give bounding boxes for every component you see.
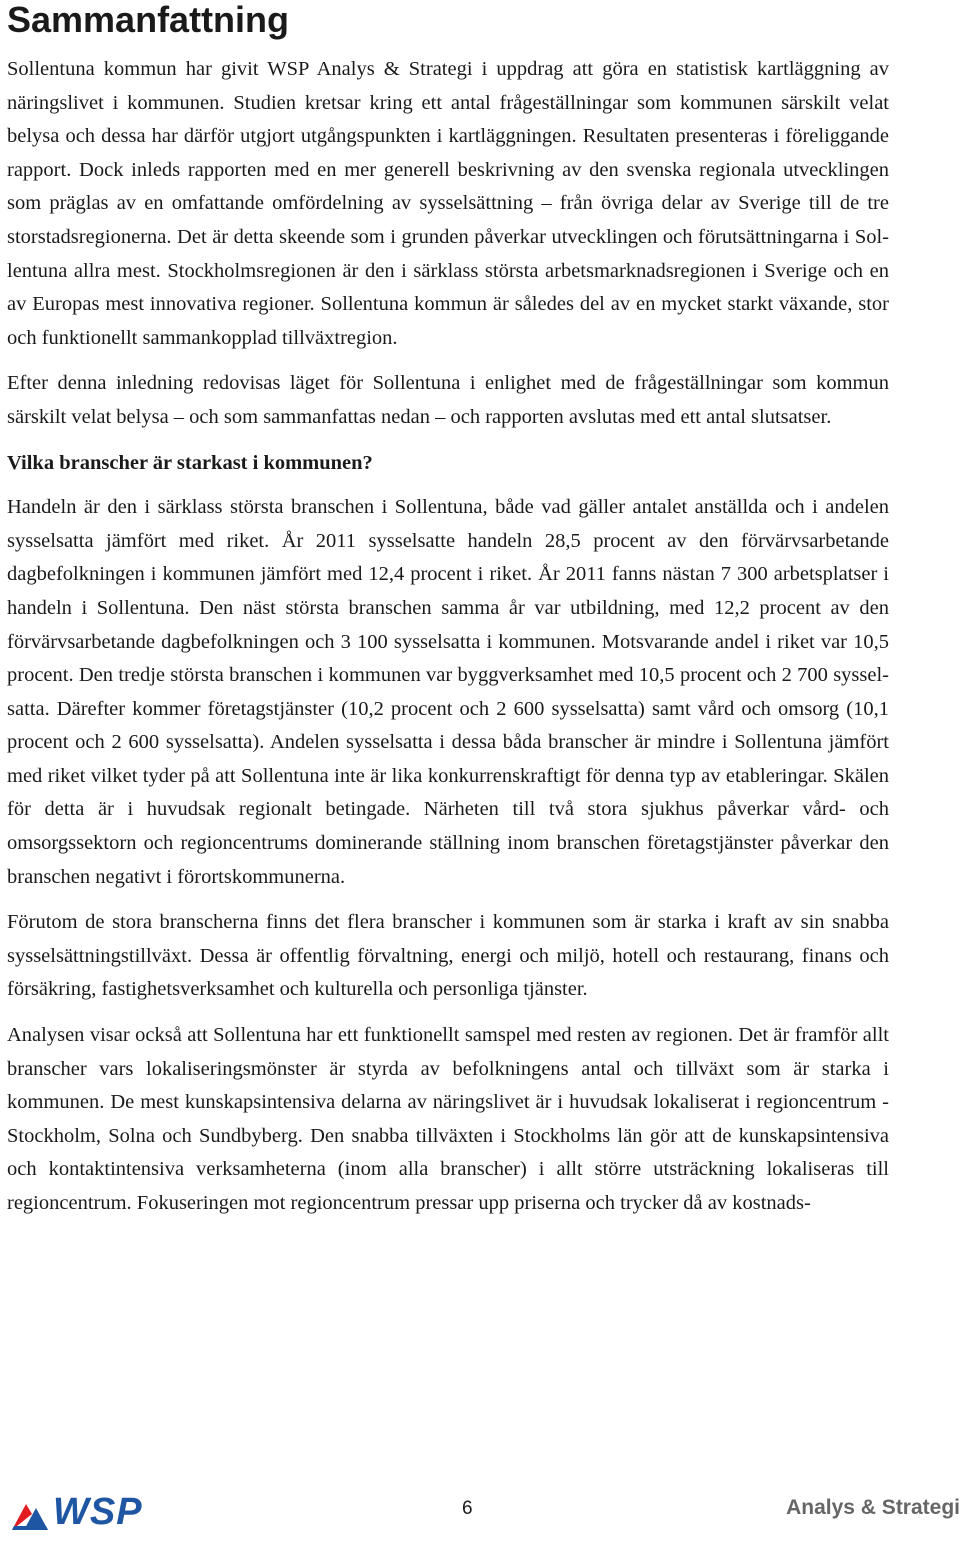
page-title: Sammanfattning [7, 0, 290, 40]
section-heading: Vilka branscher är starkast i kommunen? [7, 451, 373, 474]
section-paragraph: Förutom de stora branscherna finns det flera branscher i kommunen som är starka i kraft av sin snabba sysselsättningstillväxt. Dessa är offentlig förvaltning, energi och miljö, hotell och restaurang, finans och försäkring, fastighetsverksamhet och kulturella och personliga tjänster. [7, 911, 889, 1001]
wsp-logo-mark-icon [10, 1492, 50, 1532]
page-number: 6 [462, 1498, 473, 1519]
section-paragraph: Handeln är den i särklass största branschen i Sollentuna, både vad gäller antalet anställda och i andelen sysselsatta jämfört med riket. År 2011 sysselsatte handeln 28,5 procent av den förvärvsarbetande dagbefolkningen i kommunen jämfört med 12,4 procent i riket. År 2011 fanns nästan 7 300 arbetsplatser i handeln i Sollentuna. Den näst största branschen samma år var utbildning, med 12,2 procent av den förvärvsarbetande dagbefolkningen och 3 100 sysselsatta i kommunen. Motsvarande andel i riket var 10,5 procent. Den tredje största branschen i kommunen var byggverksamhet med 10,5 procent och 2 700 sysselsatta. Därefter kommer företagstjänster (10,2 procent och 2 600 sysselsatta) samt vård och omsorg (10,1 procent och 2 600 sysselsatta). Andelen sysselsatta i dessa båda branscher är mindre i Sollentuna jämfört med riket vilket tyder på att Sollentuna inte är lika konkurrenskraftigt för denna typ av etableringar. Skälen för detta är i huvudsak regionalt betingade. Närheten till två stora sjukhus påverkar vård- och omsorgssektorn och regioncentrums dominerande ställning inom branschen företagstjänster påverkar den branschen negativt i förortskommunerna. [7, 496, 889, 888]
footer-brand: Analys & Strategi [786, 1496, 960, 1519]
section-paragraph: Analysen visar också att Sollentuna har ett funktionellt samspel med resten av regionen. Det är framför allt branscher vars lokaliseringsmönster är styrda av befolkningens antal och tillväxt som är starka i kommunen. De mest kunskapsintensiva delarna av näringslivet är i huvudsak lokaliserat i regioncentrum - Stockholm, Solna och Sundbyberg. Den snabba tillväxten i Stockholms län gör att de kunskapsintensiva och kontaktintensiva verksamheterna (inom alla branscher) i allt större utsträckning lokaliseras till regioncentrum. Fokuseringen mot regioncentrum pressar upp priserna och trycker då av kostnads- [7, 1024, 889, 1214]
overview-paragraph: Efter denna inledning redovisas läget för Sollentuna i enlighet med de frågeställningar som kommun särskilt velat belysa – och som sammanfattas nedan – och rapporten avslutas med ett antal slutsatser. [7, 372, 889, 428]
body-text [7, 53, 889, 1233]
intro-paragraph: Sollentuna kommun har givit WSP Analys & Strategi i uppdrag att göra en statistisk kartläggning av näringslivet i kommunen. Studien kretsar kring ett antal frågeställningar som kommunen särskilt velat belysa och dessa har därför utgjort utgångspunkten i kartläggningen. Resultaten presenteras i föreliggande rapport. Dock inleds rapporten med en mer generell beskrivning av den svenska regionala utvecklingen som präglas av en omfattande omfördelning av sysselsättning – från övriga delar av Sverige till de tre storstadsregionerna. Det är detta skeende som i grunden påverkar utvecklingen och förutsättningarna i Sollentuna allra mest. Stockholmsregionen är den i särklass största arbetsmarknadsregionen i Sverige och en av Europas mest innovativa regioner. Sollentuna kommun är således del av en mycket starkt växande, stor och funktionellt sammankopplad tillväxtregion. [7, 58, 889, 349]
page-footer [0, 1490, 960, 1540]
logo-text: WSP [53, 1490, 143, 1533]
wsp-logo [10, 1490, 143, 1534]
